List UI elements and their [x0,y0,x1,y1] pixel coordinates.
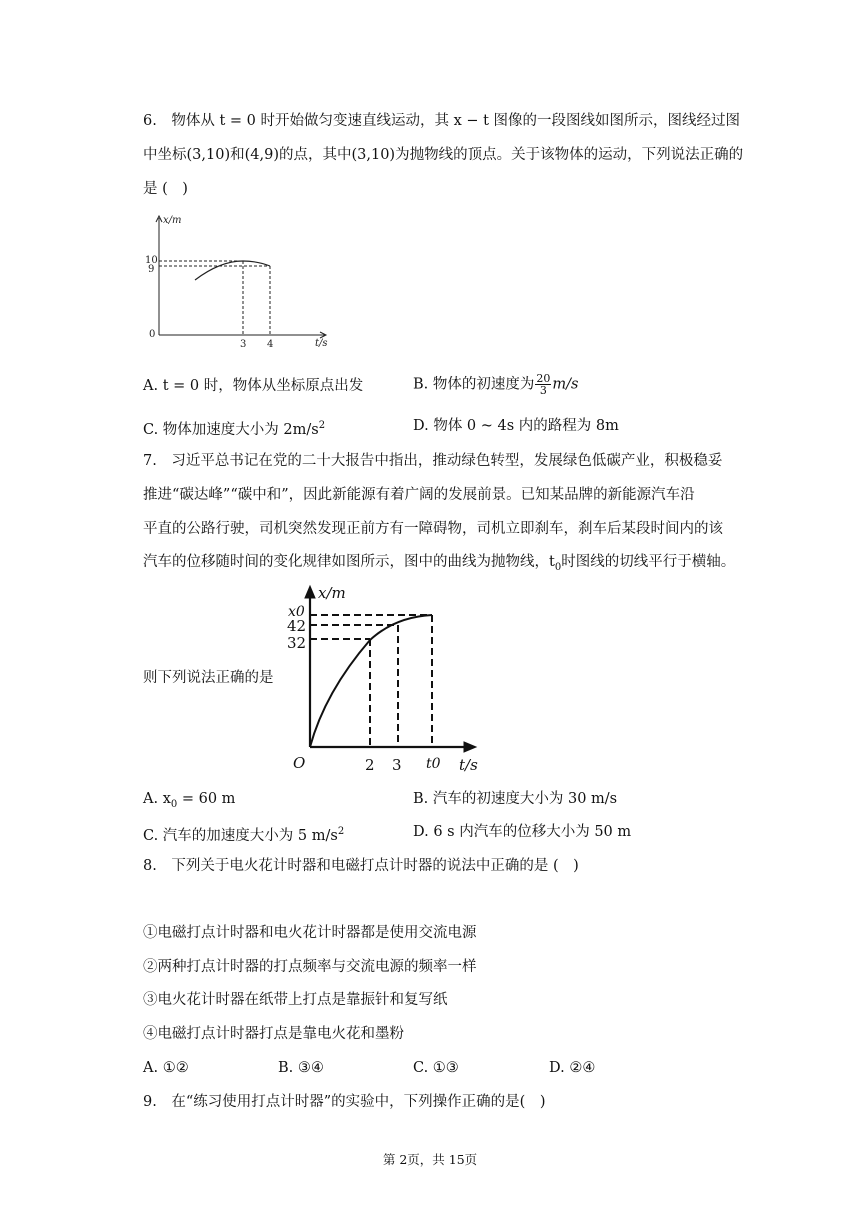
q9-stem-line-1: 9. 在“练习使用打点计时器”的实验中，下列操作正确的是( ) [143,1094,546,1110]
q7-stem-line-2: 推进“碳达峰”“碳中和”，因此新能源有着广阔的发展前景。已知某品牌的新能源汽车沿 [143,487,695,503]
fraction-denominator: 3 [539,384,547,397]
q8-option-c[interactable]: C. ①③ [413,1060,459,1076]
q7-option-a-value: = 60 m [177,791,236,807]
q7-origin-label: O [293,754,306,772]
q6-option-b-unit: m/s [552,376,579,393]
q6-stem-line-2: 中坐标(3,10)和(4,9)的点，其中(3,10)为抛物线的顶点。关于该物体的运动，下列说法正确的 [143,147,744,163]
q6-option-c[interactable] [143,416,325,440]
q6-option-b-fraction [535,373,551,396]
q7-x-tick-t0: t0 [426,756,441,772]
q7-option-c[interactable] [143,822,344,846]
q6-y-tick-9: 9 [148,264,155,275]
q7-stem-line-4 [143,552,735,578]
q8-stem-line-1: 8. 下列关于电火花计时器和电磁打点计时器的说法中正确的是 ( ) [143,858,579,874]
q7-stem-line-4-tail: 时图线的切线平行于横轴。 [561,554,736,570]
q6-x-tick-3: 3 [240,339,247,350]
q8-statement-1: ①电磁打点计时器和电火花计时器都是使用交流电源 [143,925,477,941]
q7-y-tick-32: 32 [287,634,307,652]
q7-option-a-subscript: 0 [170,798,178,810]
q7-y-arrow [305,586,315,598]
q7-option-a-text: A. x [143,791,171,807]
q7-x-tick-3: 3 [392,756,402,774]
q7-option-c-text: C. 汽车的加速度大小为 5 m/s [143,827,338,844]
q8-option-b[interactable]: B. ③④ [278,1060,324,1076]
q6-x-tick-4: 4 [267,339,274,350]
q6-option-a[interactable]: A. t = 0 时，物体从坐标原点出发 [143,378,364,394]
q6-stem-line-3: 是 ( ) [143,181,188,197]
q7-x-label: t/s [459,756,478,774]
q6-option-c-exponent: 2 [318,420,326,431]
q7-stem-line-3: 平直的公路行驶，司机突然发现正前方有一障碍物，司机立即刹车，刹车后某段时间内的该 [143,521,723,537]
q7-option-a[interactable] [143,789,235,815]
q6-parabola-curve [195,261,270,280]
q7-option-b[interactable]: B. 汽车的初速度大小为 30 m/s [413,791,618,807]
q8-option-a[interactable]: A. ①② [143,1060,189,1076]
q8-statement-2: ②两种打点计时器的打点频率与交流电源的频率一样 [143,959,477,975]
q7-stem-line-4-subscript: 0 [554,561,562,573]
page-footer: 第 2页，共 15页 [382,1152,478,1167]
q6-option-d[interactable]: D. 物体 0 ~ 4s 内的路程为 8m [413,418,619,434]
q7-x-tick-2: 2 [365,756,375,774]
q8-statement-3: ③电火花计时器在纸带上打点是靠振针和复写纸 [143,992,448,1008]
q6-y-tick-10: 10 [145,255,158,266]
q7-option-c-exponent: 2 [337,826,345,837]
q6-option-b[interactable] [413,373,578,396]
q7-stem-line-1: 7. 习近平总书记在党的二十大报告中指出，推动绿色转型，发展绿色低碳产业，积极稳妥 [143,453,723,469]
q7-y-label: x/m [318,584,346,602]
q8-option-d[interactable]: D. ②④ [549,1060,596,1076]
fraction-numerator: 20 [536,372,551,385]
q7-stem-line-4-text: 汽车的位移随时间的变化规律如图所示，图中的曲线为抛物线，t [143,554,555,570]
q7-y-tick-42: 42 [287,617,307,635]
q6-xt-graph [140,210,340,360]
q6-y-tick-0: 0 [149,329,156,340]
q7-y-tick-x0: x0 [288,604,305,620]
q6-stem-line-1: 6. 物体从 t = 0 时开始做匀变速直线运动，其 x − t 图像的一段图线如图所示，图线经过图 [143,113,741,129]
q7-xt-graph [280,582,490,777]
q6-option-c-text: C. 物体加速度大小为 2m/s [143,421,319,438]
q8-statement-4: ④电磁打点计时器打点是靠电火花和墨粉 [143,1026,404,1042]
q7-option-d[interactable]: D. 6 s 内汽车的位移大小为 50 m [413,824,632,840]
q6-y-label: x/m [163,215,182,226]
q7-x-arrow [464,742,476,752]
q7-stem-line-5: 则下列说法正确的是 [143,670,274,686]
q6-option-b-text: B. 物体的初速度为 [413,376,535,393]
q6-x-label: t/s [315,338,328,349]
